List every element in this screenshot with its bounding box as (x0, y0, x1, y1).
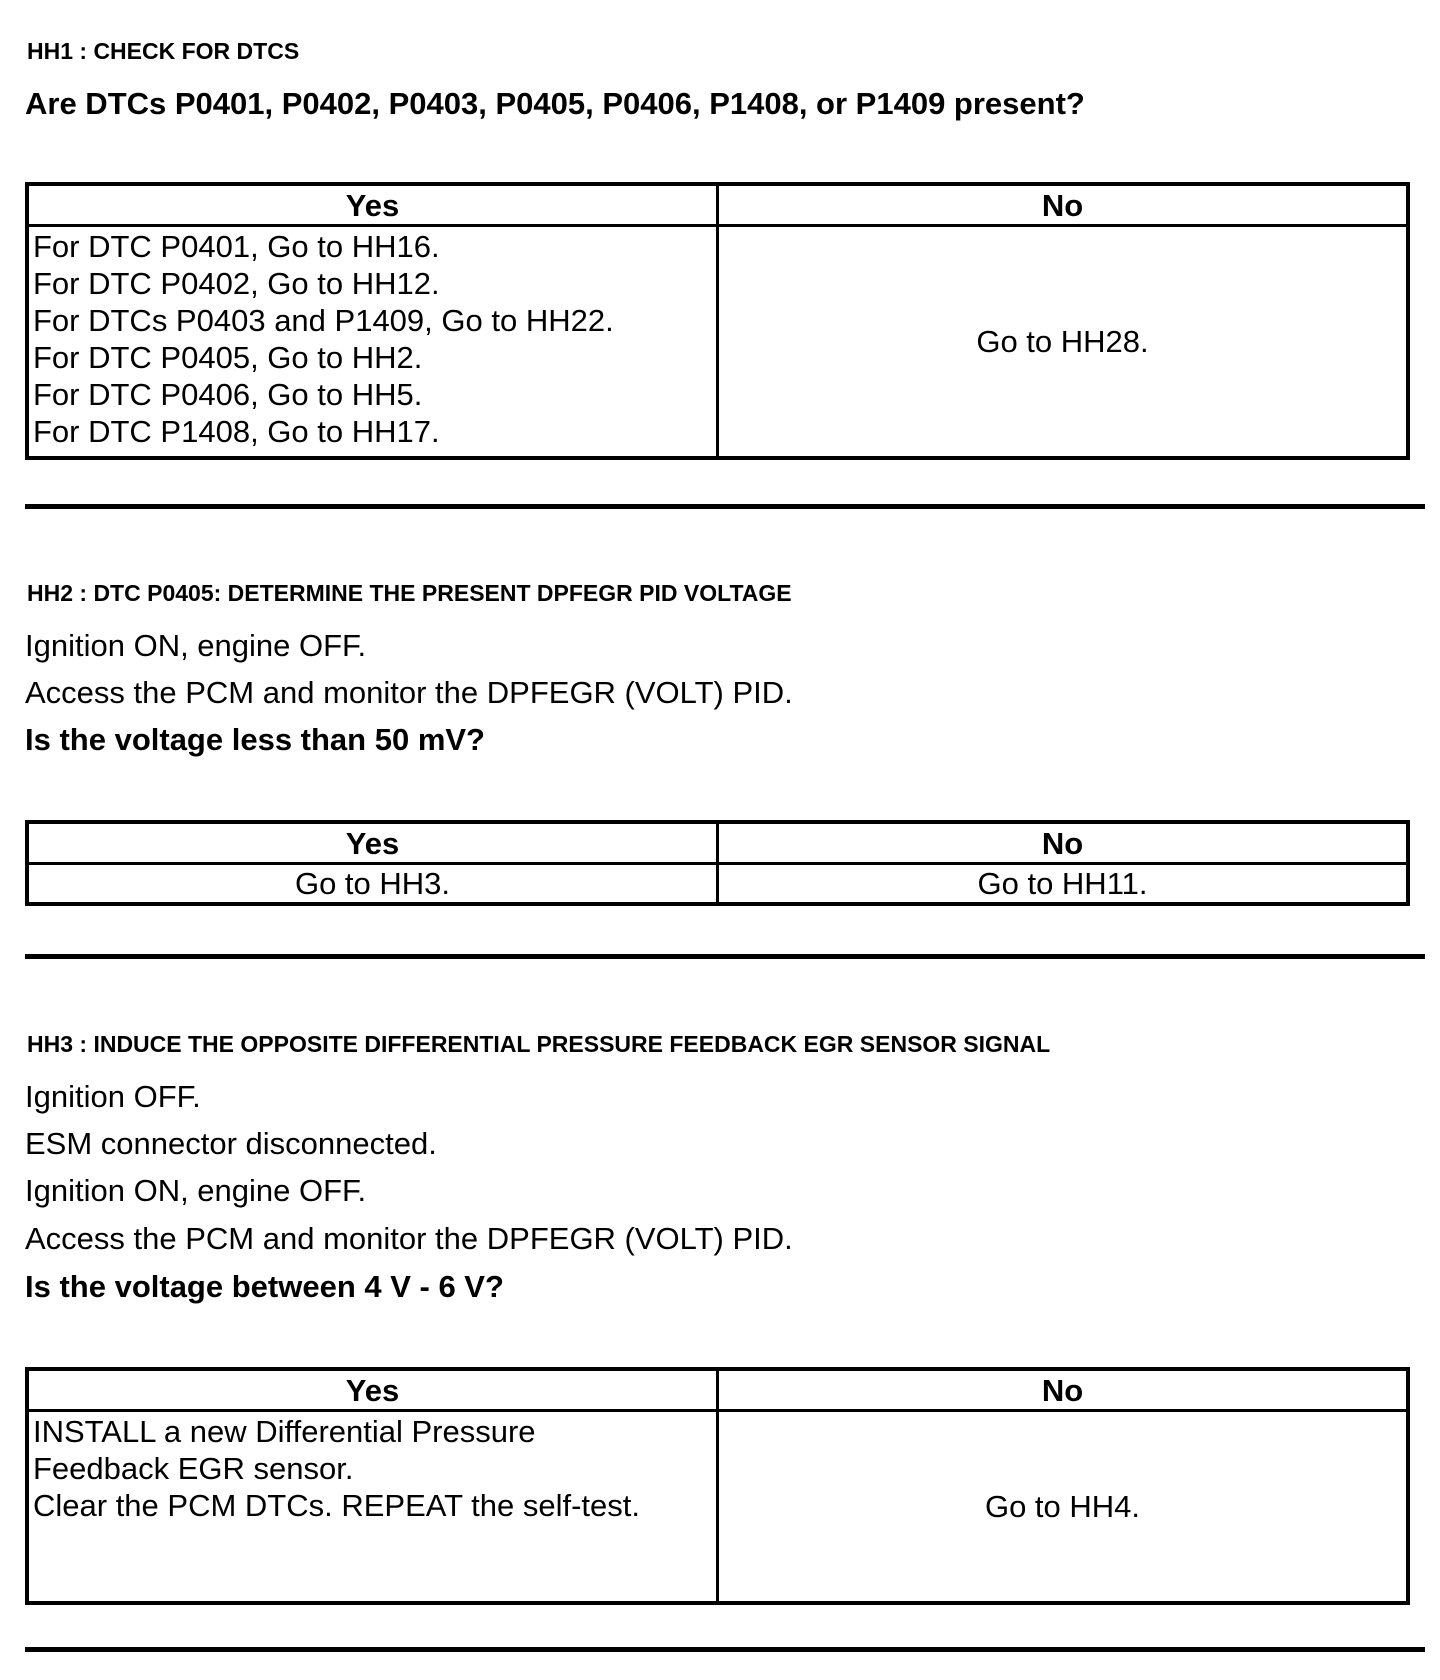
step-heading: HH3 : INDUCE THE OPPOSITE DIFFERENTIAL PRESSURE FEEDBACK EGR SENSOR SIGNAL (27, 1031, 1051, 1057)
step-instruction: ESM connector disconnected. (25, 1126, 437, 1161)
table-header-row (27, 184, 1408, 226)
yes-line: For DTC P0406, Go to HH5. (33, 377, 423, 412)
step-instruction: Access the PCM and monitor the DPFEGR (VOLT) PID. (25, 1221, 793, 1256)
step-question: Are DTCs P0401, P0402, P0403, P0405, P0406, P1408, or P1409 present? (25, 86, 1085, 121)
step-instruction: Ignition OFF. (25, 1079, 201, 1114)
result-table (25, 820, 1410, 906)
no-cell: Go to HH28. (718, 226, 1409, 458)
table-row (27, 226, 1408, 458)
step-question: Is the voltage between 4 V - 6 V? (25, 1269, 504, 1304)
no-cell: Go to HH4. (718, 1411, 1409, 1603)
section-divider (25, 954, 1425, 959)
section-divider (25, 1647, 1425, 1652)
yes-line: For DTC P0401, Go to HH16. (33, 229, 440, 264)
yes-cell (27, 226, 718, 458)
table-row (27, 1411, 1408, 1603)
table-header-row (27, 822, 1408, 864)
no-header: No (718, 184, 1409, 226)
yes-line: For DTC P1408, Go to HH17. (33, 414, 440, 449)
section-divider (25, 504, 1425, 509)
yes-line: Feedback EGR sensor. (33, 1451, 354, 1486)
step-question: Is the voltage less than 50 mV? (25, 722, 485, 757)
yes-line: For DTC P0402, Go to HH12. (33, 266, 440, 301)
table-row (27, 864, 1408, 905)
step-instruction: Ignition ON, engine OFF. (25, 628, 367, 663)
no-header: No (718, 822, 1409, 864)
yes-cell (27, 1411, 718, 1603)
step-heading: HH2 : DTC P0405: DETERMINE THE PRESENT DPFEGR PID VOLTAGE (27, 580, 792, 606)
step-instruction: Ignition ON, engine OFF. (25, 1173, 367, 1208)
yes-header: Yes (27, 822, 718, 864)
yes-line: For DTC P0405, Go to HH2. (33, 340, 423, 375)
result-table (25, 1367, 1410, 1605)
yes-header: Yes (27, 184, 718, 226)
no-header: No (718, 1369, 1409, 1411)
yes-line: Clear the PCM DTCs. REPEAT the self-test. (33, 1488, 640, 1523)
yes-line: INSTALL a new Differential Pressure (33, 1414, 536, 1449)
step-heading: HH1 : CHECK FOR DTCS (27, 38, 300, 64)
table-header-row (27, 1369, 1408, 1411)
step-instruction: Access the PCM and monitor the DPFEGR (VOLT) PID. (25, 675, 793, 710)
no-cell: Go to HH11. (718, 864, 1409, 905)
result-table (25, 182, 1410, 460)
yes-header: Yes (27, 1369, 718, 1411)
yes-line: For DTCs P0403 and P1409, Go to HH22. (33, 303, 614, 338)
yes-cell: Go to HH3. (27, 864, 718, 905)
